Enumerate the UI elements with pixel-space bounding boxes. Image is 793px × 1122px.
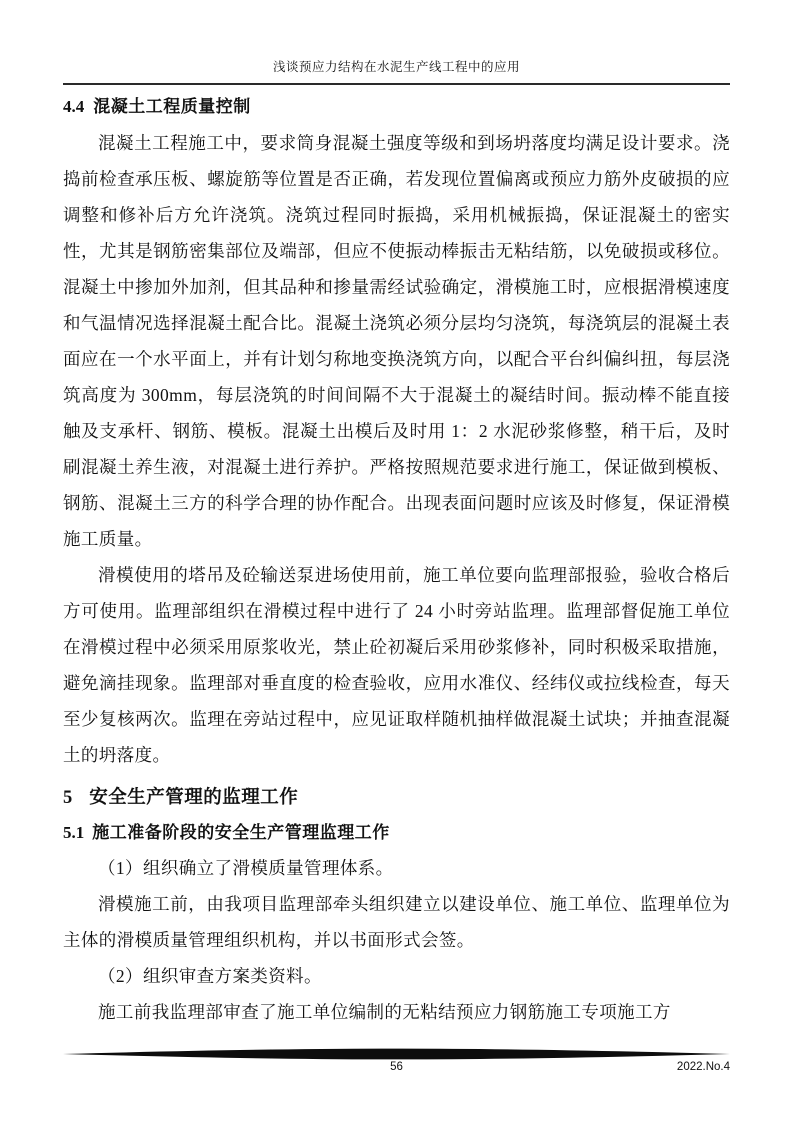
paragraph-concrete-quality-2: 滑模使用的塔吊及砼输送泵进场使用前，施工单位要向监理部报验，验收合格后方可使用。监理部组织在滑模过程中进行了 24 小时旁站监理。监理部督促施工单位在滑模过程中必须采用原浆收光，禁止砼初凝后采用砂浆修补，同时积极采取措施，避免滴挂现象。监理部对垂直度的检查验收，应用水准仪、经纬仪或拉线检查，每天至少复核两次。监理在旁站过程中，应见证取样随机抽样做混凝土试块；并抽查混凝土的坍落度。 [63, 565, 730, 765]
section-heading-5-1 [63, 818, 730, 848]
section-number: 4.4 [63, 97, 85, 116]
footer-rule-bar [63, 1048, 730, 1060]
section-number: 5 [63, 788, 73, 808]
paragraph-concrete-quality-1: 混凝土工程施工中，要求筒身混凝土强度等级和到场坍落度均满足设计要求。浇捣前检查承压板、螺旋筋等位置是否正确，若发现位置偏离或预应力筋外皮破损的应调整和修补后方允许浇筑。浇筑过程同时振捣，采用机械振捣，保证混凝土的密实性，尤其是钢筋密集部位及端部，但应不使振动棒振击无粘结筋，以免破损或移位。混凝土中掺加外加剂，但其品种和掺量需经试验确定，滑模施工时，应根据滑模速度和气温情况选择混凝土配合比。混凝土浇筑必须分层均匀浇筑，每浇筑层的混凝土表面应在一个水平面上，并有计划匀称地变换浇筑方向，以配合平台纠偏纠扭，每层浇筑高度为 300mm，每层浇筑的时间间隔不大于混凝土的凝结时间。振动棒不能直接触及支承杆、钢筋、模板。混凝土出模后及时用 1：2 水泥砂浆修整，稍干后，及时刷混凝土养生液，对混凝土进行养护。严格按照规范要求进行施工，保证做到模板、钢筋、混凝土三方的科学合理的协作配合。出现表面问题时应该及时修复，保证滑模施工质量。 [63, 133, 730, 549]
paragraph-slipform-organization: 滑模施工前，由我项目监理部牵头组织建立以建设单位、施工单位、监理单位为主体的滑模质量管理组织机构，并以书面形式会签。 [63, 894, 730, 950]
section-heading-4-4 [63, 94, 730, 120]
page-number: 56 [390, 1061, 403, 1073]
running-header-title: 浅谈预应力结构在水泥生产线工程中的应用 [63, 55, 730, 85]
section-number: 5.1 [63, 823, 85, 842]
paragraph-list-item-1: （1）组织确立了滑模质量管理体系。 [98, 858, 394, 878]
section-title: 混凝土工程质量控制 [93, 97, 251, 116]
section-heading-5 [63, 782, 730, 814]
section-title: 施工准备阶段的安全生产管理监理工作 [92, 823, 390, 842]
page-footer [63, 1048, 730, 1079]
section-title: 安全生产管理的监理工作 [89, 788, 299, 808]
footer-text-row [63, 1061, 730, 1079]
paragraph-list-item-2: （2）组织审查方案类资料。 [98, 966, 322, 986]
paragraph-scheme-review: 施工前我监理部审查了施工单位编制的无粘结预应力钢筋施工专项施工方 [98, 1002, 671, 1022]
page-content [63, 55, 730, 1030]
issue-number: 2022.No.4 [676, 1061, 730, 1073]
